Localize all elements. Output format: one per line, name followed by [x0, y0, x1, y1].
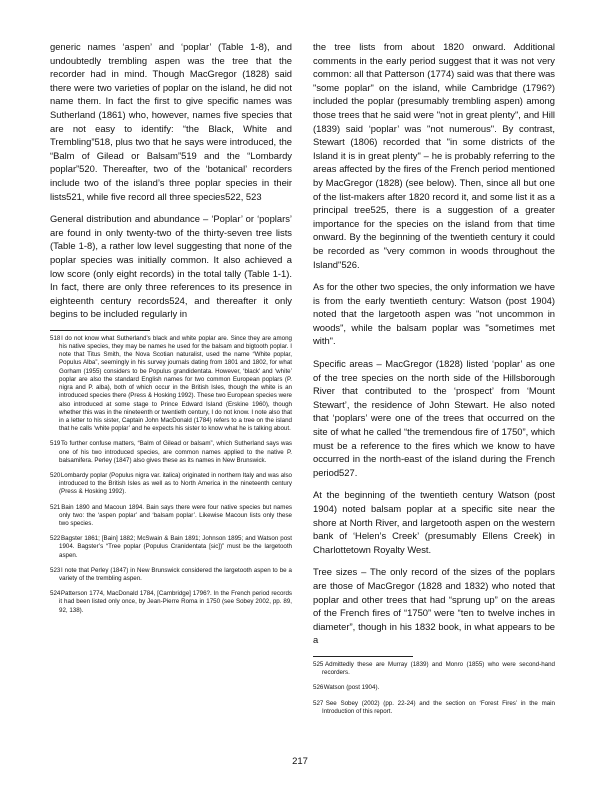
footnote — [313, 661, 555, 677]
footnote-text: To further confuse matters, “Balm of Gilead or balsam”, which Sutherland says was one of his two introduced species, are common names applied to the native P. balsamifera. Perley (1847) also gives these as its names in New Brunswick. — [59, 440, 292, 464]
footnote-text: Bain 1890 and Macoun 1894. Bain says there were four native species but names only two: the ‘aspen poplar’ and ‘balsam poplar’. Likewise Macoun lists only these two species. — [59, 503, 292, 527]
footnote-number: 519 — [50, 440, 61, 448]
left-column — [50, 40, 292, 622]
footnote — [50, 504, 292, 529]
footnote — [50, 590, 292, 615]
footnote — [50, 472, 292, 497]
footnote — [50, 567, 292, 583]
footnote-number: 523 — [50, 566, 61, 574]
footnote-text: Patterson 1774, MacDonald 1784, [Cambridge] 1796?. In the French period records it had been listed only once, by Jean-Pierre Roma in 1750 (see Sobey 2002, pp. 89, 92, 138). — [59, 590, 292, 614]
footnote-text: Bagster 1861; [Bain] 1882; McSwain & Bain 1891; Johnson 1895; and Watson post 1904. Bagster’s “Tree poplar (Populus Cranidentata [sic])” must be the largetooth aspen. — [59, 535, 292, 559]
footnote-text: Lombardy poplar (Populus nigra var. italica) originated in northern Italy and was also introduced to the British Isles as well as to North America in the nineteenth century (Press & Hosking 1992). — [59, 471, 292, 496]
footnote-divider — [313, 656, 413, 657]
body-paragraph: Tree sizes – The only record of the sizes of the poplars are those of MacGregor (1828 and 1832) who noted that poplar and other trees that had “sprung up” on the areas of the French fires of “1750” were “ten to twelve inches in diameter”, though in his 1832 book, in what appears to be a — [313, 566, 555, 646]
footnote — [313, 684, 555, 692]
body-paragraph: At the beginning of the twentieth century Watson (post 1904) noted balsam poplar at a specific site near the shore at North River, and largetooth aspen on the western bank of ‘Helen’s Creek’ (presumably Ellens Creek) in Charlottetown Royalty West. — [313, 489, 555, 555]
footnote-text: Watson (post 1904). — [323, 684, 380, 692]
body-paragraph: the tree lists from about 1820 onward. Additional comments in the early period suggest that it was not very common: all that Patterson (1774) said was that there was "some poplar" on the island, while Cambridge (1796?) included the poplar (presumably trembling aspen) among those trees that he said were "not in great plenty", and Hill (1839) said ‘poplar’ was "not numerous". By contrast, Stewart (1806) recorded that "in some districts of the Island it is in great plenty" – he is probably referring to the areas affected by the fires of the French period mentioned by MacGregor (1828) (see below). Then, since all but one of the list-makers after 1820 record it, and some list it as a principal tree525, there is a suggestion of a greater importance for the species on the island from that time onward. By the beginning of the twentieth century it could be recorded as "very common in woods throughout the Island"526. — [313, 41, 555, 270]
body-paragraph: generic names ‘aspen’ and ‘poplar’ (Table 1-8), and undoubtedly trembling aspen was the tree that the recorder had in mind. Though MacGregor (1828) said there were two varieties of poplar on the island, he did not name them. In fact the first to give specific names was Sutherland (1861) who, however, names five species that are not easy to identify: “the Black, White and Trembling”518, plus two that he says were introduced, the “Balm of Gilead or Balsam”519 and the “Lombardy poplar”520. Thereafter, two of the ‘botanical’ recorders include two of the island’s three poplar species in their lists521, while five record all three species522, 523 — [50, 41, 292, 202]
footnote-text: I note that Perley (1847) in New Brunswick considered the largetooth aspen to be a variety of the trembling aspen. — [59, 566, 292, 582]
footnote-number: 524 — [50, 590, 61, 598]
footnote — [50, 440, 292, 465]
footnote-text: I do not know what Sutherland’s black and white poplar are. Since they are among his native species, they may be names he used for the balsam and bigtooth poplar. I note that Titus Smith, the Nova Scotian naturalist, used the name “White poplar, Populus Alba”, seemingly in his survey journals dating from 1801 and 1802, for what Gorham (1955) considers to be Populus grandidentata. However, ‘black’ and ‘white’ poplar are also the standard English names for two common European poplars (P. nigra and P. alba), both of which occur in the British Isles, though the white is an introduced species there (Press & Hosking 1992). These two European species were also introduced at some stage to Prince Edward Island (Erskine 1960), though whether this was in the nineteenth or twentieth century, I do not know. I note also that in a letter to his sister, Captain John MacDonald (1784) refers to a tree on the island that he calls ‘white poplar’ and he expects his sister to know what he is talking about. — [59, 334, 292, 433]
footnote — [50, 335, 292, 433]
footnote-number: 525 — [313, 660, 324, 668]
footnote-number: 522 — [50, 535, 61, 543]
page-number: 217 — [292, 756, 308, 767]
footnote-number: 521 — [50, 503, 61, 511]
footnote — [313, 700, 555, 716]
footnote-number: 518 — [50, 334, 61, 342]
body-paragraph: General distribution and abundance – ‘Poplar’ or ‘poplars’ are found in only twenty-two of the thirty-seven tree lists (Table 1-8), a rather low level suggesting that none of the poplar species was initially common. It also achieved a low score (only eight records) in the total tally (Table 1-1). In fact, there are only three references to its presence in eighteenth century records524, and thereafter it only begins to be included regularly in — [50, 213, 292, 320]
body-paragraph: As for the other two species, the only information we have is from the early twentieth century: Watson (post 1904) noted that the largetooth aspen was "not uncommon in woods", while the balsam poplar was "sometimes met with". — [313, 281, 555, 347]
footnote-text: Admittedly these are Murray (1839) and Monro (1855) who were second-hand recorders. — [322, 660, 555, 677]
right-column — [313, 40, 555, 723]
footnote-number: 527 — [313, 699, 324, 707]
footnote — [50, 535, 292, 560]
footnote-divider — [50, 330, 150, 331]
footnote-number: 520 — [50, 471, 61, 479]
body-paragraph: Specific areas – MacGregor (1828) listed ‘poplar’ as one of the tree species on the north side of the Hillsborough River that contributed to the ‘prospect’ from ‘Mount Stewart’, the residence of John Stewart. He also noted that ‘poplars’ were one of the trees that occurred on the site of what he called “the tremendous fire of 1750”, which must be a reference to the fires which we know to have occurred in the north-east of the island during the French period527. — [313, 358, 555, 478]
footnote-number: 526 — [313, 684, 324, 692]
footnote-text: See Sobey (2002) (pp. 22-24) and the section on ‘Forest Fires’ in the main Introduction of this report. — [322, 699, 555, 715]
